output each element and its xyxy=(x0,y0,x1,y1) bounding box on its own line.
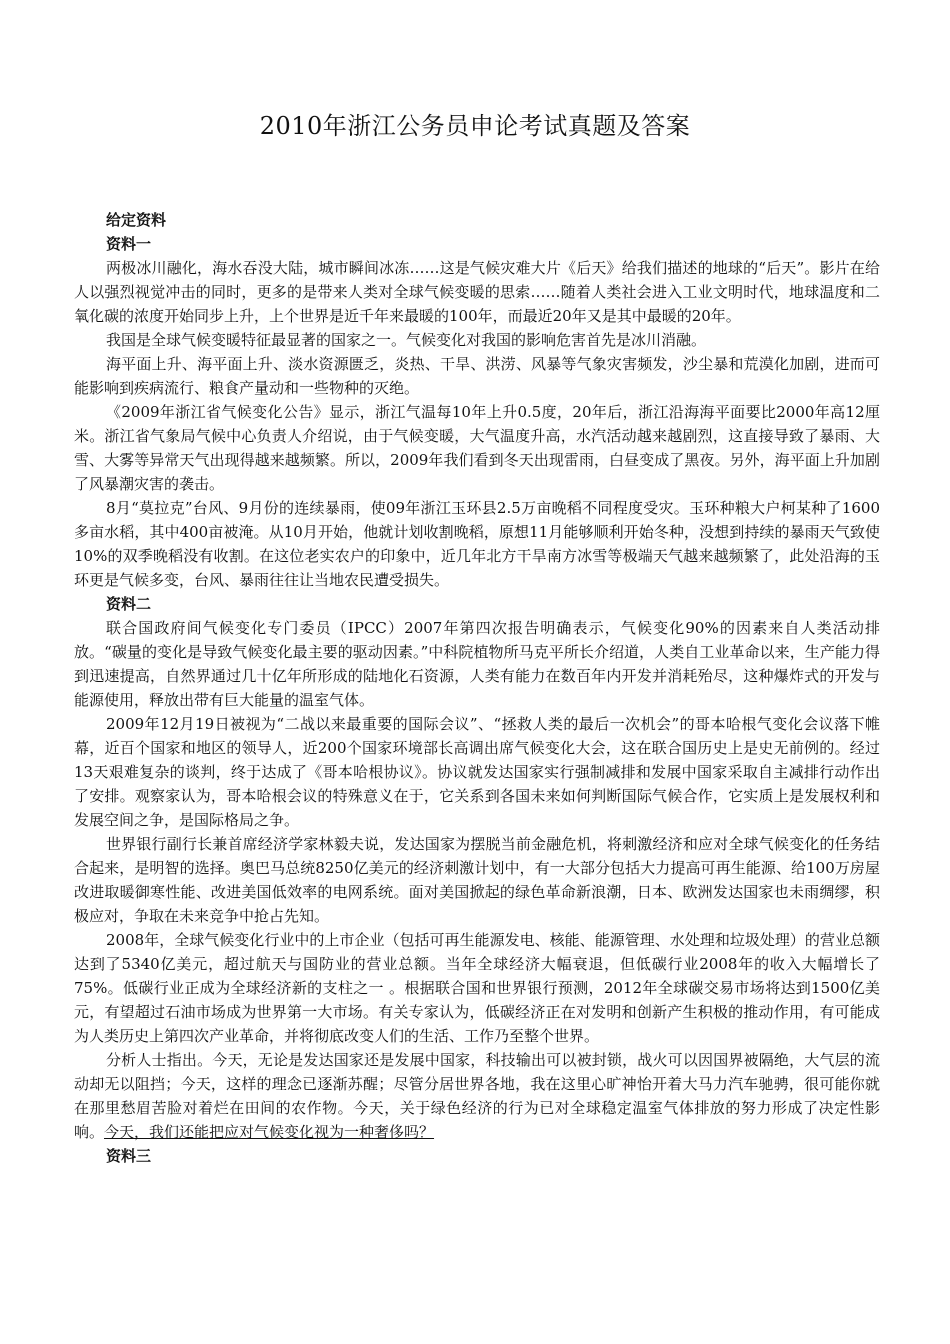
section-heading: 给定资料 xyxy=(106,211,167,229)
material-3-label: 资料三 xyxy=(106,1147,152,1165)
paragraph-text: 分析人士指出。今天，无论是发达国家还是发展中国家，科技输出可以被封锁，战火可以因国界被隔绝，大气层的流动却无以阻挡；今天，这样的理念已逐渐苏醒；尽管分居世界各地，我在这里心旷神怡开着大马力汽车驰骋，很可能你就在那里愁眉苦脸对着烂在田间的农作物。今天，关于绿色经济的行为已对全球稳定温室气体排放的努力形成了决定性影响。 xyxy=(74,1051,880,1141)
paragraph: 2008年，全球气候变化行业中的上市企业（包括可再生能源发电、核能、能源管理、水处理和垃圾处理）的营业总额达到了5340亿美元，超过航天与国防业的营业总额。当年全球经济大幅衰退，但低碳行业2008年的收入大幅增长了75%。低碳行业正成为全球经济新的支柱之一 。根据联合国和世界银行预测，2012年全球碳交易市场将达到1500亿美元，有望超过石油市场成为世界第一大市场。有关专家认为，低碳经济正在对发明和创新产生积极的推动作用，有可能成为人类历史上第四次产业革命，并将彻底改变人们的生活、工作乃至整个世界。 xyxy=(74,931,880,1045)
document-title: 2010年浙江公务员申论考试真题及答案 xyxy=(259,112,691,140)
document-body xyxy=(74,208,880,1168)
paragraph: 联合国政府间气候变化专门委员（IPCC）2007年第四次报告明确表示，气候变化90%的因素来自人类活动排放。“碳量的变化是导致气候变化最主要的驱动因素。”中科院植物所马克平所长介绍道，人类自工业革命以来，生产能力得到迅速提高，自然界通过几十亿年所形成的陆地化石资源，人类有能力在数百年内开发并消耗殆尽，这种爆炸式的开发与能源使用，释放出带有巨大能量的温室气体。 xyxy=(74,619,880,709)
underlined-question: 今天，我们还能把应对气候变化视为一种奢侈吗？ xyxy=(104,1123,435,1141)
paragraph: 两极冰川融化，海水吞没大陆，城市瞬间冰冻……这是气候灾难大片《后天》给我们描述的地球的“后天”。影片在给人以强烈视觉冲击的同时，更多的是带来人类对全球气候变暖的思索……随着人类社会进入工业文明时代，地球温度和二氧化碳的浓度开始同步上升，上个世界是近千年来最暖的100年，而最近20年又是其中最暖的20年。 xyxy=(74,259,880,325)
material-2-label: 资料二 xyxy=(106,595,152,613)
paragraph: 世界银行副行长兼首席经济学家林毅夫说，发达国家为摆脱当前金融危机，将刺激经济和应对全球气候变化的任务结合起来，是明智的选择。奥巴马总统8250亿美元的经济刺激计划中，有一大部分包括大力提高可再生能源、给100万房屋改进取暖御寒性能、改进美国低效率的电网系统。面对美国掀起的绿色革命新浪潮，日本、欧洲发达国家也未雨绸缪，积极应对，争取在未来竞争中抢占先知。 xyxy=(74,835,880,925)
paragraph: 《2009年浙江省气候变化公告》显示，浙江气温每10年上升0.5度，20年后，浙江沿海海平面要比2000年高12厘米。浙江省气象局气候中心负责人介绍说，由于气候变暖，大气温度升高，水汽活动越来越剧烈，这直接导致了暴雨、大雪、大雾等异常天气出现得越来越频繁。所以，2009年我们看到冬天出现雷雨，白昼变成了黑夜。另外，海平面上升加剧了风暴潮灾害的袭击。 xyxy=(74,403,880,493)
paragraph: 我国是全球气候变暖特征最显著的国家之一。气候变化对我国的影响危害首先是冰川消融。 xyxy=(106,331,707,349)
material-1-label: 资料一 xyxy=(106,235,152,253)
paragraph: 海平面上升、海平面上升、淡水资源匮乏，炎热、干旱、洪涝、风暴等气象灾害频发，沙尘暴和荒漠化加剧，进而可能影响到疾病流行、粮食产量动和一些物种的灭绝。 xyxy=(74,355,880,397)
paragraph xyxy=(74,1048,880,1144)
paragraph: 2009年12月19日被视为“二战以来最重要的国际会议”、“拯救人类的最后一次机会”的哥本哈根气变化会议落下帷幕，近百个国家和地区的领导人，近200个国家环境部长高调出席气候变化大会，这在联合国历史上是史无前例的。经过13天艰难复杂的谈判，终于达成了《哥本哈根协议》。协议就发达国家实行强制减排和发展中国家采取自主减排行动作出了安排。观察家认为，哥本哈根会议的特殊意义在于，它关系到各国未来如何判断国际气候合作，它实质上是发展权利和发展空间之争，是国际格局之争。 xyxy=(74,715,880,829)
paragraph: 8月“莫拉克”台风、9月份的连续暴雨，使09年浙江玉环县2.5万亩晚稻不同程度受灾。玉环种粮大户柯某种了1600多亩水稻，其中400亩被淹。从10月开始，他就计划收割晚稻，原想11月能够顺利开始冬种，没想到持续的暴雨天气致使10%的双季晚稻没有收割。在这位老实农户的印象中，近几年北方干旱南方冰雪等极端天气越来越频繁了，此处沿海的玉环更是气候多变，台风、暴雨往往让当地农民遭受损失。 xyxy=(74,499,880,589)
